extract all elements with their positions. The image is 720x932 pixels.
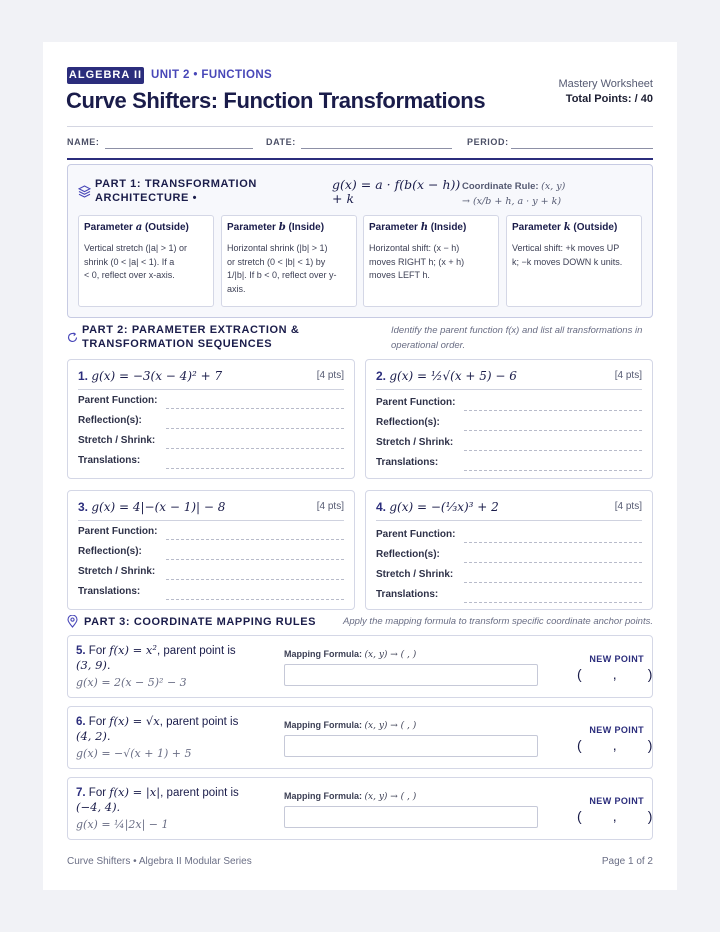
parameter-card-k: Parameter k (Outside) Vertical shift: +k moves UP k; −k moves DOWN k units. bbox=[506, 215, 642, 307]
date-field[interactable] bbox=[301, 148, 452, 149]
unit-label: UNIT 2 • FUNCTIONS bbox=[151, 69, 273, 81]
mapping-formula-input[interactable] bbox=[284, 806, 538, 828]
date-label: DATE: bbox=[266, 137, 296, 147]
map-pin-icon bbox=[67, 615, 78, 628]
new-point-answer[interactable]: ( , ) bbox=[577, 808, 653, 824]
fields-divider bbox=[67, 158, 653, 160]
question-card-3: 3. g(x) = 4|−(x − 1)| − 8 [4 pts] Parent Function: Reflection(s): Stretch / Shrink: Translations: bbox=[67, 490, 355, 610]
period-label: PERIOD: bbox=[467, 137, 509, 147]
worksheet-page bbox=[43, 42, 677, 890]
mapping-formula-input[interactable] bbox=[284, 735, 538, 757]
name-field[interactable] bbox=[105, 148, 253, 149]
footer-series: Curve Shifters • Algebra II Modular Series bbox=[67, 856, 252, 867]
name-label: NAME: bbox=[67, 137, 100, 147]
reflection-answer[interactable] bbox=[166, 428, 344, 429]
worksheet-type: Mastery Worksheet bbox=[558, 78, 653, 90]
cycle-icon bbox=[67, 332, 78, 343]
part1-section bbox=[67, 164, 653, 318]
parameter-card-b: Parameter b (Inside) Horizontal shrink (|b| > 1) or stretch (0 < |b| < 1) by 1/|b|. If b < 0, reflect over y- axis. bbox=[221, 215, 357, 307]
new-point-answer[interactable]: ( , ) bbox=[577, 737, 653, 753]
translations-answer[interactable] bbox=[464, 602, 642, 603]
mapping-card-7: 7. For f(x) = |x|, parent point is (−4, 4). g(x) = ¼|2x| − 1 Mapping Formula: (x, y) → ( , ) NEW POINT ( , ) bbox=[67, 777, 653, 840]
coordinate-rule: Coordinate Rule: (x, y) → (x/b + h, a · y + k) bbox=[462, 181, 566, 207]
part1-title: PART 1: TRANSFORMATION ARCHITECTURE • bbox=[95, 178, 257, 204]
general-formula: g(x) = a · f(b(x − h)) + k bbox=[332, 177, 461, 206]
total-points: Total Points: / 40 bbox=[565, 93, 653, 105]
reflection-answer[interactable] bbox=[464, 562, 642, 563]
parent-function-answer[interactable] bbox=[166, 539, 344, 540]
mapping-card-6: 6. For f(x) = √x, parent point is (4, 2). g(x) = −√(x + 1) + 5 Mapping Formula: (x, y) → ( , ) NEW POINT ( , ) bbox=[67, 706, 653, 769]
part3-title: PART 3: COORDINATE MAPPING RULES bbox=[84, 616, 317, 628]
part3-instructions: Apply the mapping formula to transform specific coordinate anchor points. bbox=[343, 616, 653, 627]
mapping-formula-input[interactable] bbox=[284, 664, 538, 686]
stretch-answer[interactable] bbox=[166, 448, 344, 449]
new-point-answer[interactable]: ( , ) bbox=[577, 666, 653, 682]
footer-page-number: Page 1 of 2 bbox=[601, 856, 653, 867]
parent-function-answer[interactable] bbox=[464, 410, 642, 411]
parent-function-answer[interactable] bbox=[166, 408, 344, 409]
period-field[interactable] bbox=[511, 148, 653, 149]
question-card-2: 2. g(x) = ½√(x + 5) − 6 [4 pts] Parent Function: Reflection(s): Stretch / Shrink: Translations: bbox=[365, 359, 653, 479]
parameter-card-a: Parameter a (Outside) Vertical stretch (|a| > 1) or shrink (0 < |a| < 1). If a < 0, reflect over x-axis. bbox=[78, 215, 214, 307]
page-title: Curve Shifters: Function Transformations bbox=[66, 88, 486, 113]
parent-function-answer[interactable] bbox=[464, 542, 642, 543]
stretch-answer[interactable] bbox=[166, 579, 344, 580]
stretch-answer[interactable] bbox=[464, 582, 642, 583]
part2-title: PART 2: PARAMETER EXTRACTION & TRANSFORMATION SEQUENCES bbox=[82, 324, 300, 350]
reflection-answer[interactable] bbox=[464, 430, 642, 431]
reflection-answer[interactable] bbox=[166, 559, 344, 560]
mapping-card-5: 5. For f(x) = x², parent point is (3, 9). g(x) = 2(x − 5)² − 3 Mapping Formula: (x, y) → ( , ) NEW POINT ( , ) bbox=[67, 635, 653, 698]
parameter-card-h: Parameter h (Inside) Horizontal shift: (x − h) moves RIGHT h; (x + h) moves LEFT h. bbox=[363, 215, 499, 307]
part2-instructions: Identify the parent function f(x) and list all transformations in operational order. bbox=[391, 325, 643, 351]
course-badge: ALGEBRA II bbox=[67, 67, 144, 84]
question-card-1: 1. g(x) = −3(x − 4)² + 7 [4 pts] Parent Function: Reflection(s): Stretch / Shrink: Translations: bbox=[67, 359, 355, 479]
translations-answer[interactable] bbox=[166, 468, 344, 469]
header-divider bbox=[67, 126, 653, 127]
translations-answer[interactable] bbox=[166, 599, 344, 600]
layers-icon bbox=[78, 185, 91, 198]
translations-answer[interactable] bbox=[464, 470, 642, 471]
stretch-answer[interactable] bbox=[464, 450, 642, 451]
question-card-4: 4. g(x) = −(⅓x)³ + 2 [4 pts] Parent Function: Reflection(s): Stretch / Shrink: Translations: bbox=[365, 490, 653, 610]
